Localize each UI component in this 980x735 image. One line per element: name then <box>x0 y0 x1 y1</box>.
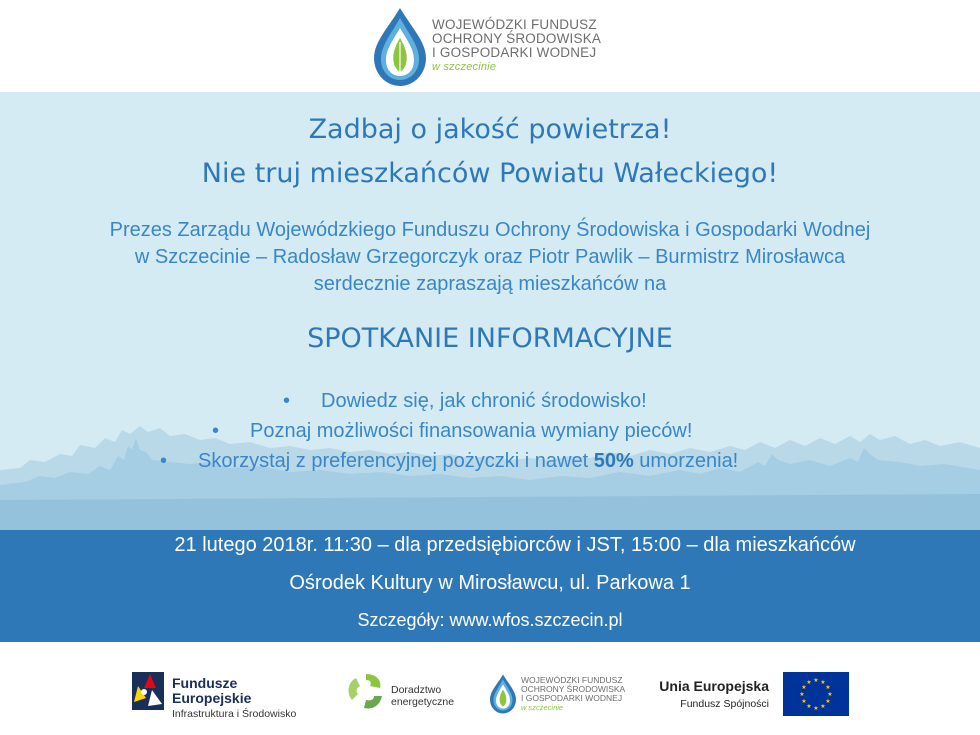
de-line-2: energetyczne <box>391 696 455 708</box>
intro-line-2: w Szczecinie – Radosław Grzegorczyk oraz Piotr Pawlik – Burmistrz Mirosławca <box>134 246 846 268</box>
doradztwo-swirl-icon <box>344 670 388 714</box>
unia-europejska-logo <box>645 670 855 720</box>
wfos-logo <box>370 6 630 88</box>
wfos-footer-text <box>521 676 625 712</box>
water-drop-leaf-icon <box>488 672 518 716</box>
de-text <box>391 684 454 708</box>
wfos-footer-line-1: WOJEWÓDZKI FUNDUSZ <box>521 675 623 685</box>
svg-text:★: ★ <box>806 679 812 686</box>
event-heading: SPOTKANIE INFORMACYJNE <box>307 323 673 354</box>
bullet-dot: • <box>212 420 220 442</box>
bullet-text-3-post: umorzenia! <box>633 450 739 472</box>
logo-text <box>432 18 601 74</box>
svg-text:★: ★ <box>813 677 819 684</box>
title-line-2: Nie truj mieszkańców Powiatu Wałeckiego! <box>201 158 779 189</box>
fe-line-1: Fundusze <box>172 675 238 691</box>
ue-text <box>645 678 769 710</box>
bullet-text-2: Poznaj możliwości finansowania wymiany pieców! <box>250 420 693 442</box>
title-line-1: Zadbaj o jakość powietrza! <box>308 114 672 145</box>
svg-text:★: ★ <box>801 698 807 705</box>
event-details-band <box>0 530 980 642</box>
svg-text:★: ★ <box>825 698 831 705</box>
intro-line-3: serdecznie zapraszają mieszkańców na <box>313 273 667 295</box>
fundusze-europejskie-logo <box>130 668 330 718</box>
wfos-footer-line-4: w szczecinie <box>521 703 564 712</box>
intro-text <box>0 217 980 298</box>
wfos-footer-logo <box>488 672 626 718</box>
wfos-footer-line-3: I GOSPODARKI WODNEJ <box>521 693 623 703</box>
bullet-item-1 <box>283 390 647 413</box>
fe-line-2: Europejskie <box>172 690 252 706</box>
fe-line-3: Infrastruktura i Środowisko <box>172 708 297 720</box>
doradztwo-logo <box>344 670 464 716</box>
de-line-1: Doradztwo <box>391 684 442 696</box>
bullet-dot: • <box>283 390 291 412</box>
logo-line-3: I GOSPODARKI WODNEJ <box>432 45 597 60</box>
svg-text:★: ★ <box>820 679 826 686</box>
event-details-link[interactable]: Szczegóły: www.wfos.szczecin.pl <box>357 610 623 630</box>
bullet-dot: • <box>160 450 168 472</box>
svg-text:★: ★ <box>801 684 807 691</box>
fundusze-europejskie-icon <box>130 668 166 712</box>
svg-text:★: ★ <box>799 691 805 698</box>
wfos-footer-line-2: OCHRONY ŚRODOWISKA <box>521 684 626 694</box>
bullet-text-3-pre: Skorzystaj z preferencyjnej pożyczki i nawet <box>198 450 594 472</box>
svg-text:★: ★ <box>806 703 812 710</box>
bullet-item-3 <box>160 450 738 473</box>
header <box>0 0 980 92</box>
event-place: Ośrodek Kultury w Mirosławcu, ul. Parkowa 1 <box>289 572 691 594</box>
water-drop-leaf-icon <box>370 6 430 88</box>
svg-text:★: ★ <box>820 703 826 710</box>
event-date: 21 lutego 2018r. 11:30 – dla przedsiębiorców i JST, 15:00 – dla mieszkańców <box>174 534 856 556</box>
logo-line-1: WOJEWÓDZKI FUNDUSZ <box>432 17 597 32</box>
logo-line-2: OCHRONY ŚRODOWISKA <box>432 31 602 46</box>
intro-line-1: Prezes Zarządu Wojewódzkiego Funduszu Ochrony Środowiska i Gospodarki Wodnej <box>109 219 871 241</box>
footer-logos <box>0 642 980 735</box>
fe-text <box>172 676 296 720</box>
ue-line-1: Unia Europejska <box>659 678 769 694</box>
bullet-text-1: Dowiedz się, jak chronić środowisko! <box>321 390 647 412</box>
bullet-item-2 <box>212 420 692 443</box>
bullet-text-3-pct: 50% <box>593 450 634 472</box>
logo-line-4: w szczecinie <box>432 61 497 73</box>
svg-text:★: ★ <box>825 684 831 691</box>
ue-line-2: Fundusz Spójności <box>680 698 769 710</box>
svg-text:★: ★ <box>813 705 819 712</box>
svg-text:★: ★ <box>827 691 833 698</box>
eu-flag-icon <box>783 672 849 716</box>
